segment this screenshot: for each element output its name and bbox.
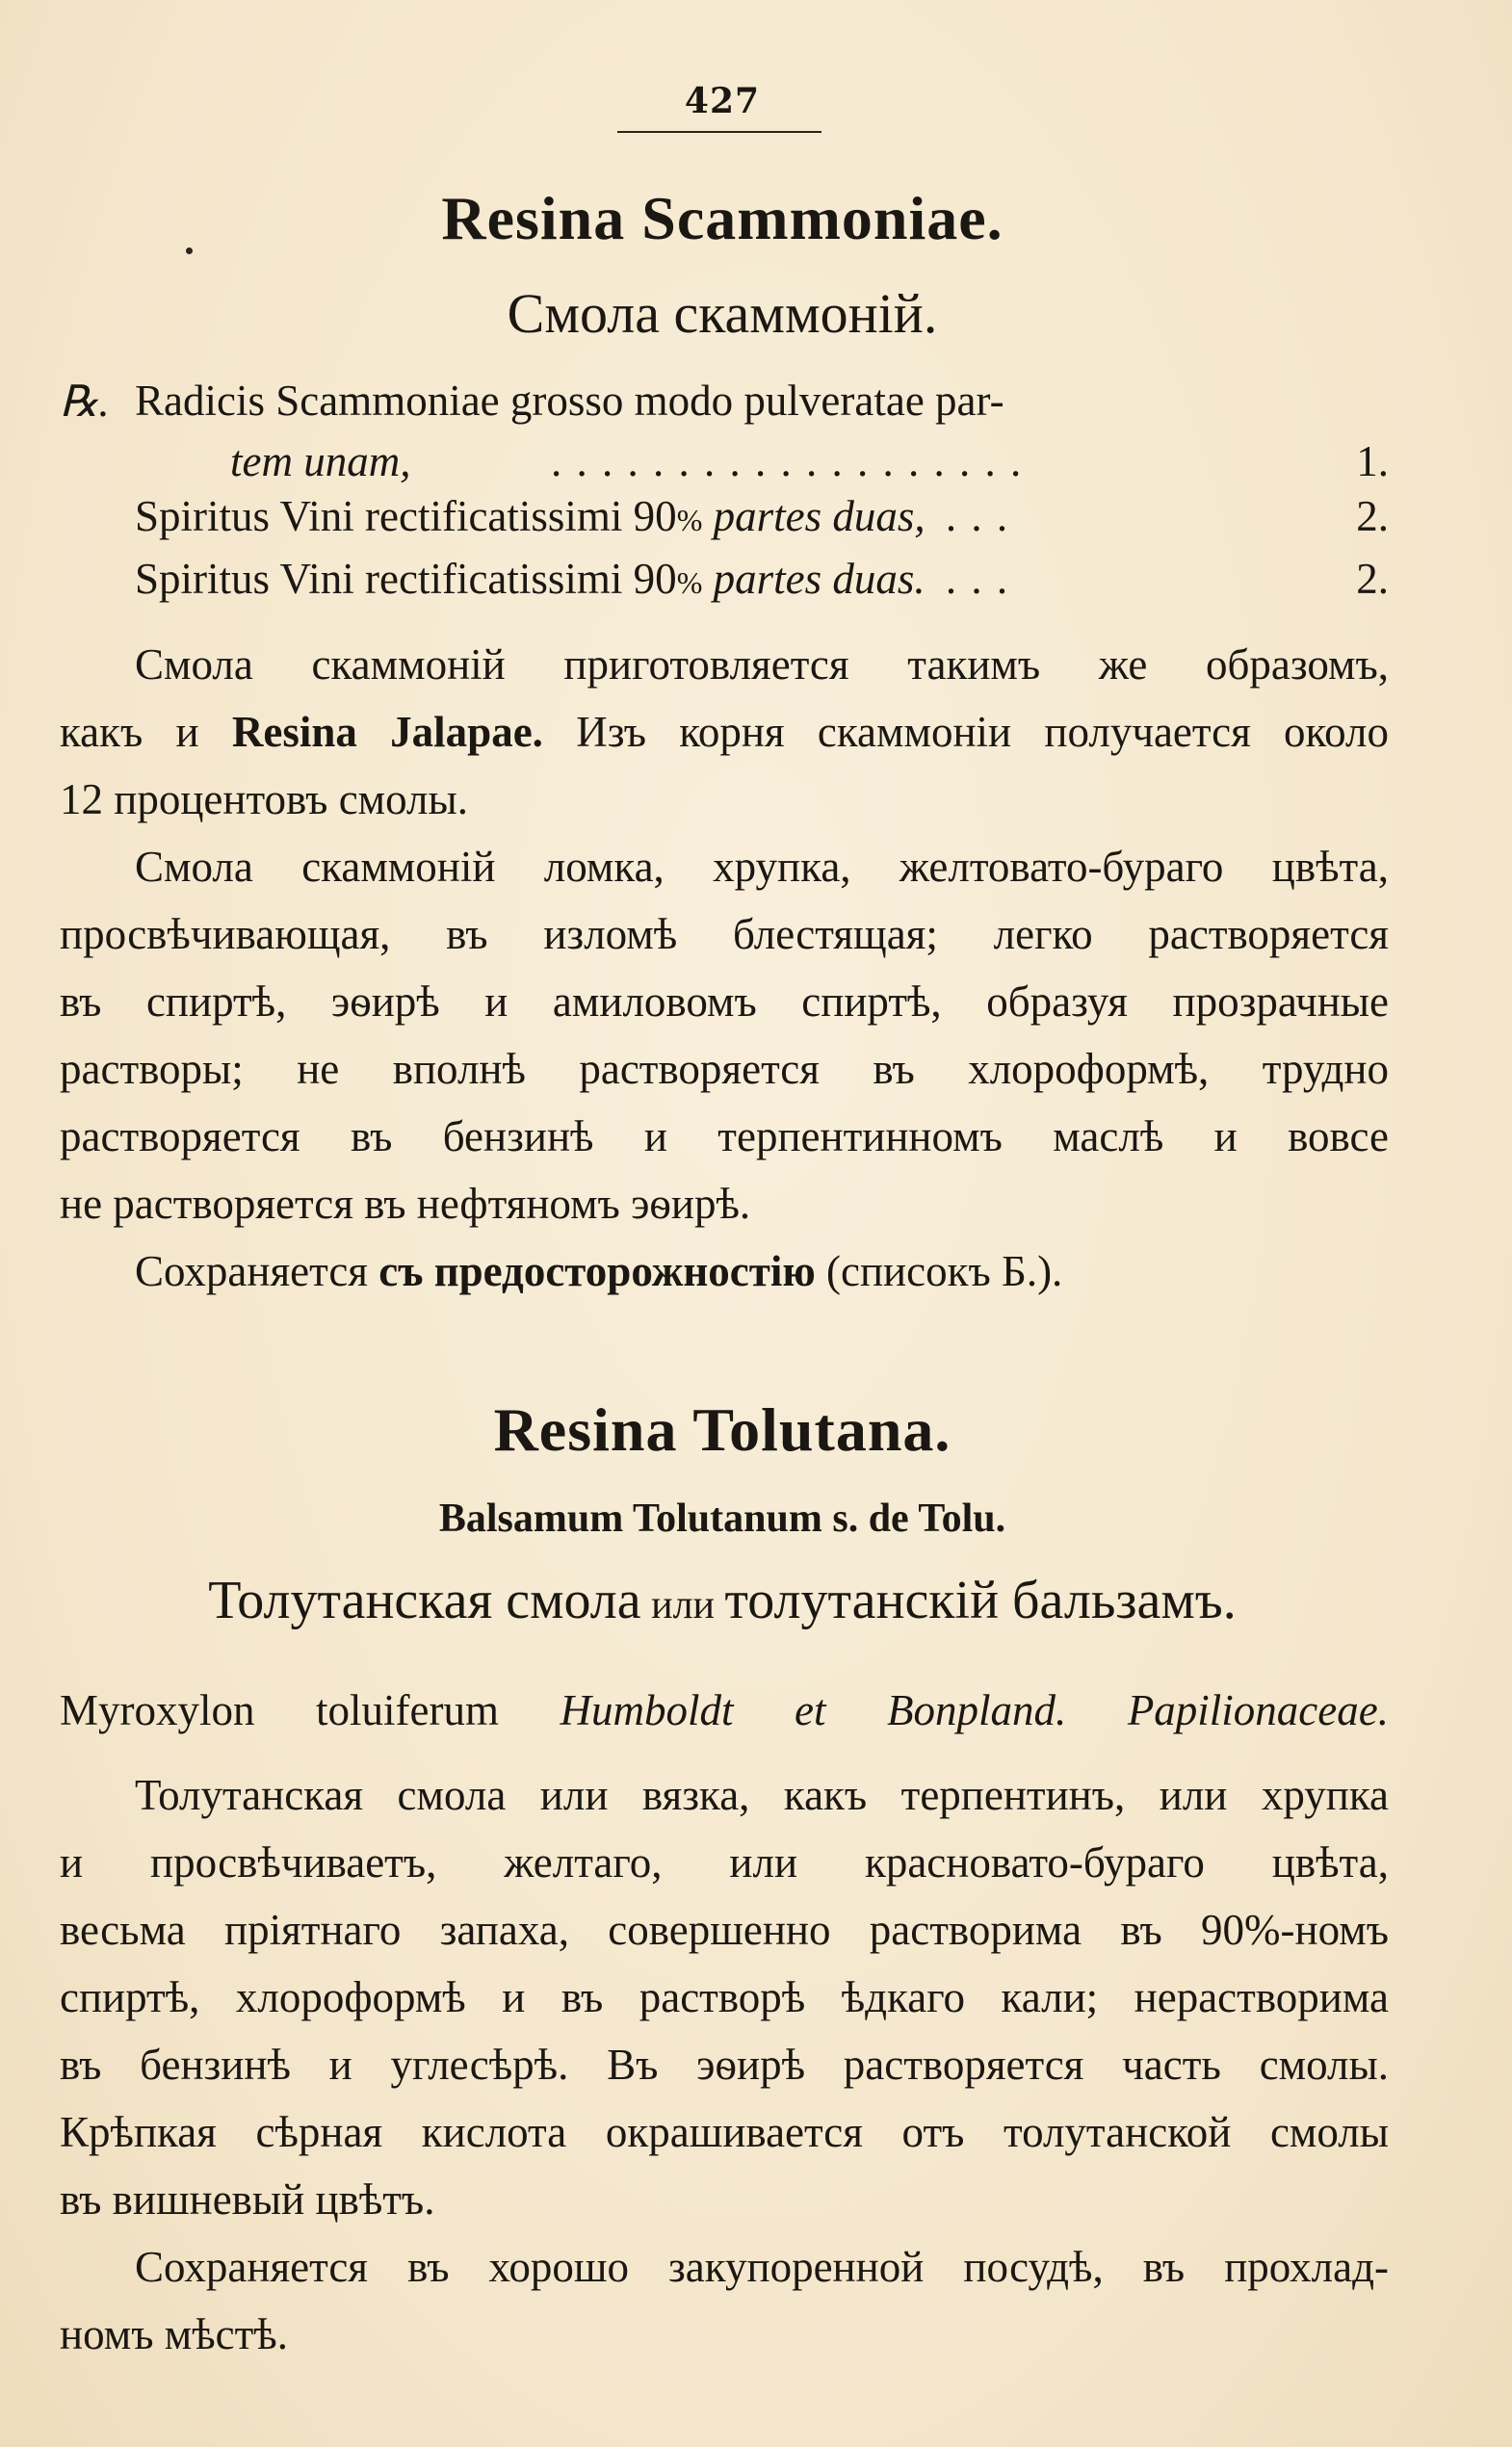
text-run: толутанскій бальзамъ. — [724, 1571, 1237, 1630]
text-run: (списокъ Б.). — [815, 1247, 1063, 1295]
text-line: въ вишневый цвѣтъ. — [60, 2175, 435, 2224]
text-line: просвѣчивающая, въ изломѣ блестящая; легко растворяется — [60, 910, 1389, 958]
text-line: въ бензинѣ и углесѣрѣ. Въ эѳирѣ растворяется часть смолы. — [60, 2041, 1389, 2089]
species-name: Myroxylon toluiferum — [60, 1686, 560, 1734]
recipe-item-2-percent: % — [676, 503, 703, 537]
recipe-item-3 — [135, 554, 1009, 604]
recipe-item-1-leader-dots: . . . . . . . . . . . . . . . . . . . — [551, 437, 1024, 485]
text-line: 12 процентовъ смолы. — [60, 775, 468, 823]
text-line: Смола скаммоній приготовляется такимъ же образомъ, — [135, 640, 1389, 689]
storage-note — [135, 1244, 1389, 1298]
page-number-rule — [617, 131, 821, 133]
text-line: и просвѣчиваетъ, желтаго, или красновато-бураго цвѣта, — [60, 1838, 1389, 1887]
botanical-source — [60, 1683, 1389, 1737]
recipe-item-2-quantity: 2. — [1356, 492, 1389, 540]
section-title-resina-scammoniae: Resina Scammoniae. — [441, 184, 1004, 252]
section-synonym: Balsamum Tolutanum s. de Tolu. — [438, 1497, 1006, 1541]
author-family: Humboldt et Bonpland. Papilionaceae. — [560, 1686, 1389, 1734]
text-line — [60, 705, 1389, 759]
recipe-item-3-percent: % — [676, 565, 703, 600]
page-number: 427 — [684, 81, 761, 121]
section-subtitle-russian: Смола скаммоній. — [507, 282, 938, 345]
text-run: или — [640, 1583, 725, 1627]
section-subtitle-russian — [0, 1570, 1445, 1631]
text-run: какъ и — [60, 708, 232, 756]
recipe-line-4 — [60, 554, 1389, 612]
recipe-line-1 — [60, 376, 1389, 433]
text-line: растворы; не вполнѣ растворяется въ хлороформѣ, трудно — [60, 1045, 1389, 1093]
recipe-item-1-text: Radicis Scammoniae grosso modo pulveratae par- — [135, 377, 1004, 425]
text-line: Крѣпкая сѣрная кислота окрашивается отъ толутанской смолы — [60, 2108, 1389, 2156]
text-line: Смола скаммоній ломка, хрупка, желтовато-бураго цвѣта, — [135, 843, 1389, 891]
recipe-line-3 — [60, 491, 1389, 549]
text-run: Сохраняется — [135, 1247, 379, 1295]
text-run: Изъ корня скаммоніи получается около — [542, 708, 1389, 756]
recipe-item-3-quantity: 2. — [1356, 555, 1389, 603]
text-line: растворяется въ бензинѣ и терпентинномъ маслѣ и вовсе — [60, 1112, 1389, 1160]
text-line: весьма пріятнаго запаха, совершенно растворима въ 90%-номъ — [60, 1906, 1389, 1954]
recipe-item-3-leader-dots: . . . — [945, 555, 1010, 603]
recipe-item-2-amount: partes duas, — [713, 492, 925, 540]
recipe-line-2 — [60, 436, 1389, 494]
recipe-item-2-name: Spiritus Vini rectificatissimi 90 — [135, 492, 677, 540]
recipe-item-2 — [135, 491, 1009, 541]
text-run: Толутанская смола — [208, 1571, 641, 1630]
recipe-item-3-amount: partes duas. — [713, 555, 925, 603]
cross-reference-resina-jalapae: Resina Jalapae. — [231, 708, 543, 756]
recipe-symbol: ℞. — [60, 377, 110, 426]
text-line: Толутанская смола или вязка, какъ терпентинъ, или хрупка — [135, 1771, 1389, 1819]
text-line: спиртѣ, хлороформѣ и въ растворѣ ѣдкаго кали; нерастворима — [60, 1973, 1389, 2021]
text-line: въ спиртѣ, эѳирѣ и амиловомъ спиртѣ, образуя прозрачные — [60, 977, 1389, 1026]
recipe-item-1-continuation: tem unam, — [230, 437, 411, 485]
text-line: не растворяется въ нефтяномъ эѳирѣ. — [60, 1180, 751, 1228]
caution-phrase: съ предосторожностію — [378, 1247, 816, 1295]
text-line: номъ мѣстѣ. — [60, 2310, 288, 2358]
recipe-item-2-leader-dots: . . . — [945, 492, 1010, 540]
recipe-item-3-name: Spiritus Vini rectificatissimi 90 — [135, 555, 677, 603]
text-line: Сохраняется въ хорошо закупоренной посудѣ, въ прохлад- — [135, 2243, 1389, 2291]
recipe-item-1-quantity: 1. — [1356, 437, 1389, 485]
section-title-resina-tolutana: Resina Tolutana. — [493, 1395, 952, 1464]
